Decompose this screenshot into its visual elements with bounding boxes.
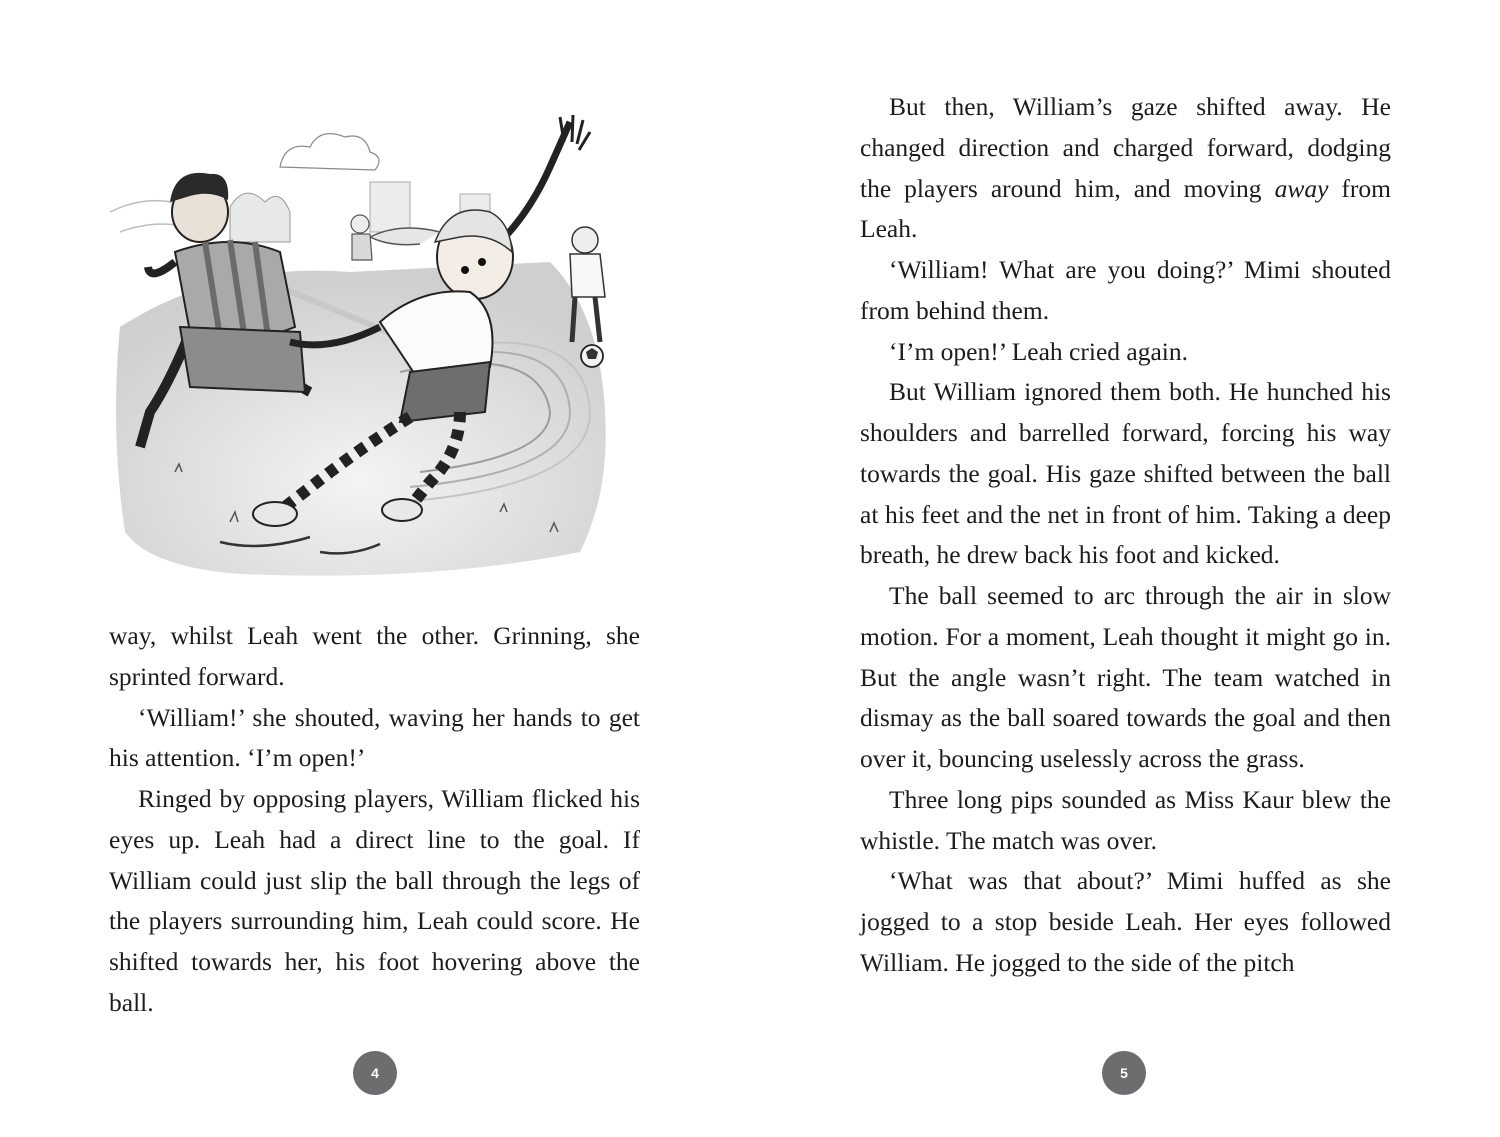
paragraph: ‘William!’ she shouted, waving her hands to get his attention. ‘I’m open!’ (109, 702, 640, 773)
left-page-text (109, 616, 640, 1024)
paragraph: ‘William! What are you doing?’ Mimi shouted from behind them. (860, 255, 1391, 325)
emphasized-word: away (1274, 173, 1329, 203)
paragraph: The ball seemed to arc through the air in slow motion. For a moment, Leah thought it might go in. But the angle wasn’t right. The team watched in dismay as the ball soared towards the goal and then over it, bouncing uselessly across the grass. (860, 581, 1391, 773)
football-match-illustration (80, 112, 625, 582)
paragraph: ‘What was that about?’ Mimi huffed as she jogged to a stop beside Leah. Her eyes followed William. He jogged to the side of the pitch (860, 866, 1391, 977)
paragraph: But William ignored them both. He hunched his shoulders and barrelled forward, forcing his way towards the goal. His gaze shifted between the ball at his feet and the net in front of him. Taking a deep breath, he drew back his foot and kicked. (860, 377, 1391, 570)
paragraph-text: from Leah. (860, 173, 1391, 244)
page-number-badge: 5 (1102, 1051, 1146, 1095)
paragraph: Three long pips sounded as Miss Kaur blew the whistle. The match was over. (860, 784, 1391, 855)
paragraph: Ringed by opposing players, William flicked his eyes up. Leah had a direct line to the goal. If William could just slip the ball through the legs of the players surrounding him, Leah could score. He shifted towards her, his foot hovering above the ball. (109, 784, 640, 1017)
right-page (750, 0, 1500, 1137)
paragraph (860, 87, 1391, 250)
page-number-badge: 4 (353, 1051, 397, 1095)
paragraph: way, whilst Leah went the other. Grinning, she sprinted forward. (109, 621, 640, 691)
paragraph-text: But then, William’s gaze shifted away. He changed direction and charged forward, dodging the players around him, and moving (860, 92, 1391, 203)
paragraph: ‘I’m open!’ Leah cried again. (889, 336, 1188, 366)
football-icon (581, 345, 603, 367)
right-page-text (860, 87, 1391, 984)
